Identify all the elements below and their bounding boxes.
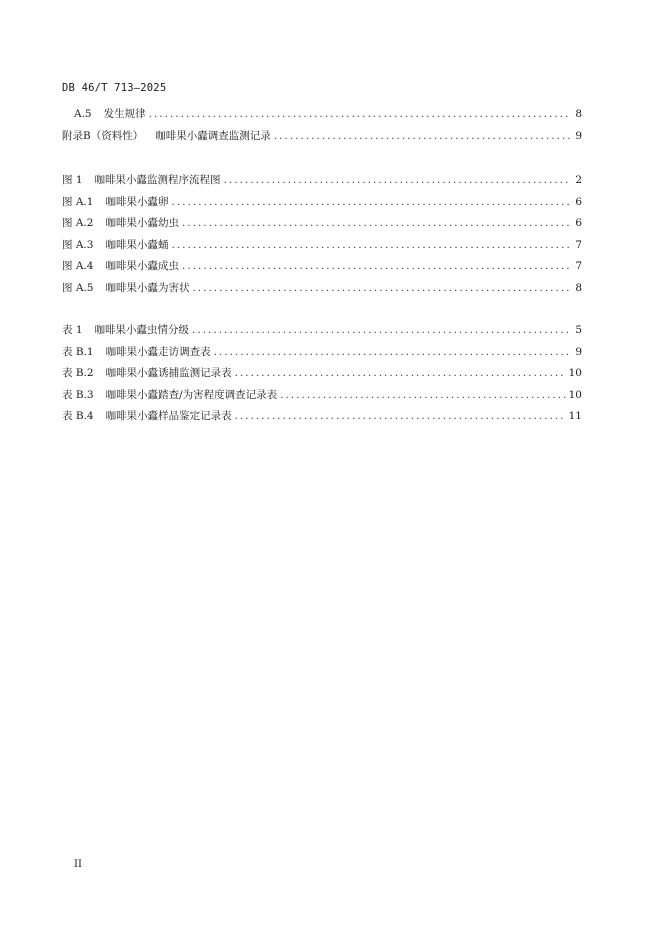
toc-leader-dots [192,282,571,294]
toc-page-number: 2 [575,174,582,186]
toc-page-number: 9 [575,345,582,358]
toc-entry-label: 图 A.3 咖啡果小蠹蛹 [62,238,169,251]
toc-page-number: 8 [575,281,582,294]
toc-leader-dots [280,389,566,401]
toc-entry-a5[interactable] [62,106,582,128]
toc-page-number: 9 [575,129,582,142]
toc-entry-figure-a3[interactable] [62,237,582,259]
toc-leader-dots [274,130,571,142]
toc-page-number: 8 [575,108,582,120]
toc-entry-label: 表 1 咖啡果小蠹虫情分级 [62,324,190,336]
toc-page-number: 5 [575,324,582,336]
toc-page-number: 6 [575,217,582,229]
toc-appendix-section [62,106,582,149]
toc-entry-label: 图 A.2 咖啡果小蠹幼虫 [62,217,179,229]
toc-entry-table-b3[interactable] [62,387,582,409]
toc-entry-appendix-b[interactable] [62,128,582,150]
toc-entry-label: 表 B.3 咖啡果小蠹踏查/为害程度调查记录表 [62,388,278,401]
toc-entry-figure-a2[interactable] [62,215,582,237]
toc-leader-dots [235,410,566,422]
toc-entry-label: 表 B.1 咖啡果小蠹走访调查表 [62,345,211,358]
toc-leader-dots [171,239,571,251]
toc-table-section [62,322,582,430]
toc-entry-label: A.5 发生规律 [74,108,146,120]
toc-leader-dots [192,324,571,336]
toc-entry-figure-a5[interactable] [62,280,582,302]
toc-entry-figure-1[interactable] [62,172,582,194]
toc-entry-label: 图 A.5 咖啡果小蠹为害状 [62,281,190,294]
toc-page-number: 10 [568,388,582,401]
toc-page-number: 10 [568,367,582,379]
toc-leader-dots [171,196,571,208]
toc-page-number: 7 [575,260,582,272]
toc-entry-label: 附录B（资料性） 咖啡果小蠹调查监测记录 [62,129,271,142]
toc-figure-section [62,172,582,301]
toc-page-number: 6 [575,195,582,208]
toc-entry-table-b1[interactable] [62,344,582,366]
document-header: DB 46/T 713—2025 [62,82,167,94]
toc-entry-label: 图 A.4 咖啡果小蠹成虫 [62,260,179,272]
toc-page-number: 11 [568,410,582,422]
toc-leader-dots [182,260,571,272]
toc-entry-table-b4[interactable] [62,408,582,430]
toc-entry-label: 图 A.1 咖啡果小蠹卵 [62,195,169,208]
toc-leader-dots [149,108,571,120]
toc-entry-table-b2[interactable] [62,365,582,387]
toc-leader-dots [182,217,571,229]
page-number-footer: II [74,859,82,870]
toc-entry-label: 表 B.2 咖啡果小蠹诱捕监测记录表 [62,367,232,379]
toc-leader-dots [224,174,571,186]
toc-entry-label: 表 B.4 咖啡果小蠹样品鉴定记录表 [62,410,232,422]
toc-entry-table-1[interactable] [62,322,582,344]
toc-entry-label: 图 1 咖啡果小蠹监测程序流程图 [62,174,221,186]
toc-leader-dots [235,367,566,379]
toc-page-number: 7 [575,238,582,251]
toc-leader-dots [214,346,571,358]
toc-entry-figure-a1[interactable] [62,194,582,216]
toc-entry-figure-a4[interactable] [62,258,582,280]
